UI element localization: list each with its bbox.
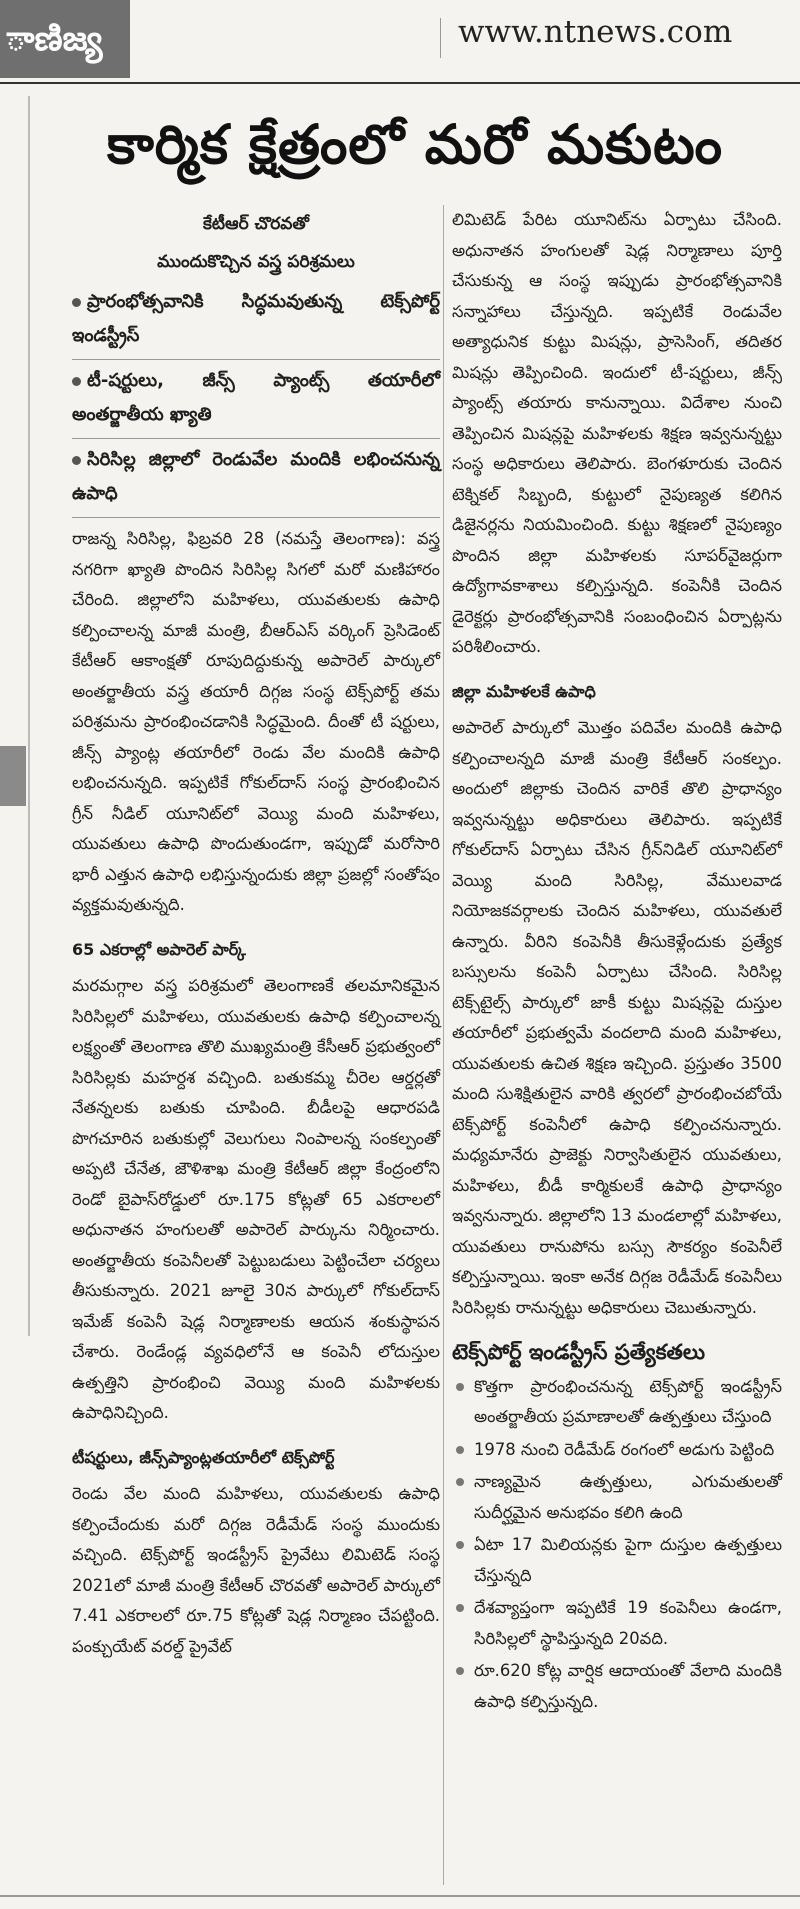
apparel-park-paragraph: మరమగ్గాల వస్త్ర పరిశ్రమలో తెలంగాణకే తలమానికమైన సిరిసిల్లలో మహిళలు, యువతులకు ఉపాధి కల్పించాలన్న లక్ష్యంతో తెలంగాణ తొలి ముఖ్యమంత్రి కేసీఆర్ ప్రభుత్వంలో సిరిసిల్లకు మహర్దశ వచ్చింది. బతుకమ్మ చీరెల ఆర్డర్లతో నేతన్నలకు బతుకు చూపింది. బీడీలపై ఆధారపడి పొగచూరిన బతుకుల్లో వెలుగులు నింపాలన్న సంకల్పంతో అప్పటి చేనేత, జౌళిశాఖ మంత్రి కేటీఆర్ జిల్లా కేంద్రంలోని రెండో బైపాస్‌రోడ్డులో రూ.175 కోట్లతో 65 ఎకరాలలో అధునాతన హంగులతో అపారెల్ పార్కును నిర్మించారు. అంతర్జాతీయ కంపెనీలతో పెట్టుబడులు పెట్టించేలా చర్యలు తీసుకున్నారు. 2021 జూలై 30న పార్కులో గోకుల్‌దాస్ ఇమేజ్ కంపెనీ షెడ్ల నిర్మాణాలకు ఆయన శంకుస్థాపన చేశారు. రెండేండ్ల వ్యవధిలోనే ఆ కంపెనీ లోదుస్తుల ఉత్పత్తిని ప్రారంభించి వెయ్యి మంది మహిళలకు ఉపాధినిచ్చింది.: [72, 976, 440, 1422]
section-tab: ాణిజ్య: [0, 0, 130, 78]
fact-text: రూ.620 కోట్ల వార్షిక ఆదాయంతో వేలాది మందికి ఉపాధి కల్పిస్తున్నది.: [474, 1661, 782, 1711]
previous-article-block: [0, 746, 26, 806]
column-divider: [443, 205, 444, 1885]
site-url[interactable]: www.ntnews.com: [458, 14, 733, 50]
kicker-line-2: ముందుకొచ్చిన వస్త్ర పరిశ్రమలు: [157, 252, 355, 272]
bullet-dot-icon: [456, 1604, 464, 1612]
fact-item: [452, 1435, 782, 1466]
bullet-text: సిరిసిల్ల జిల్లాలో రెండువేల మందికి లభించనున్న ఉపాధి: [72, 449, 440, 504]
intro-paragraph: రాజన్న సిరిసిల్ల, ఫిబ్రవరి 28 (నమస్తే తెలంగాణ): వస్త్ర నగరిగా ఖ్యాతి పొందిన సిరిసిల్ల సిగలో మరో మణిహారం చేరింది. జిల్లాలోని మహిళలు, యువతులకు ఉపాధి కల్పించాలన్న మాజీ మంత్రి, బీఆర్ఎస్ వర్కింగ్ ప్రెసిడెంట్ కేటీఆర్ ఆకాంక్షతో రూపుదిద్దుకున్న అపారెల్ పార్కులో అంతర్జాతీయ వస్త్ర తయారీ దిగ్గజ సంస్థ టెక్స్‌పోర్ట్ తమ పరిశ్రమను ప్రారంభించడానికి సిద్ధమైంది. దీంతో టీ షర్టులు, జీన్స్ ప్యాంట్ల తయారీలో రెండు వేల మందికి ఉపాధి లభించనున్నది. ఇప్పటికే గోకుల్‌దాస్ సంస్థ ప్రారంభించిన గ్రీన్ నీడిల్ యూనిట్‌లో వెయ్యి మంది మహిళలు, యువతులు ఉపాధి పొందుతుండగా, ఇప్పుడో మరోసారి భారీ ఎత్తున ఉపాధి లభిస్తున్నందుకు జిల్లా ప్రజల్లో సంతోషం వ్యక్తమవుతున్నది.: [72, 529, 440, 914]
fact-item: [452, 1530, 782, 1591]
header-divider: [440, 18, 441, 58]
bottom-rule: [0, 1895, 800, 1897]
fact-text: దేశవ్యాప్తంగా ఇప్పటికే 19 కంపెనీలు ఉండగా, సిరిసిల్లలో స్థాపిస్తున్నది 20వది.: [474, 1598, 782, 1648]
district-women-paragraph: అపారెల్ పార్కులో మొత్తం పదివేల మందికి ఉపాధి కల్పించాలన్నది మాజీ మంత్రి కేటీఆర్ సంకల్పం. అందులో జిల్లాకు చెందిన వారికే తొలి ప్రాధాన్యం ఇవ్వనున్నట్టు అధికారులు తెలిపారు. ఇప్పటికే గోకుల్‌దాస్ ఏర్పాటు చేసిన గ్రీన్‌నిడిల్ యూనిట్‌లో వెయ్యి మంది సిరిసిల్ల, వేములవాడ నియోజకవర్గాలకు చెందిన మహిళలు, యువతులే ఉన్నారు. వీరిని కంపెనీకి తీసుకెళ్లేందుకు ప్రత్యేక బస్సులను కంపెనీ ఏర్పాటు చేసింది. సిరిసిల్ల టెక్స్‌టైల్స్ పార్కులో జాకీ కుట్టు మిషన్లపై దుస్తుల తయారీలో ప్రభుత్వమే వందలాది మంది మహిళలు, యువతులకు ఉచిత శిక్షణ ఇచ్చింది. ప్రస్తుతం 3500 మంది సుశిక్షితులైన వారికి త్వరలో ప్రారంభించబోయే టెక్స్‌పోర్ట్ కంపెనీలో ఉపాధి కల్పించనున్నారు. మధ్యమానేరు ప్రాజెక్టు నిర్వాసితులైన యువతులు, మహిళలు, బీడీ కార్మికులకే ఉపాధి ప్రాధాన్యం ఇవ్వనున్నారు. జిల్లాలోని 13 మండలాల్లో మహిళలు, యువతులు రానుపోను బస్సు సౌకర్యం కంపెనీలే కల్పిస్తున్నాయి. ఇంకా అనేక దిగ్గజ రెడీమేడ్ కంపెనీలు సిరిసిల్లకు రానున్నట్టు అధికారులు చెబుతున్నారు.: [452, 718, 782, 1317]
previous-article-strip: [0, 96, 26, 1326]
fact-item: [452, 1372, 782, 1433]
column-rule-left: [28, 96, 30, 1336]
textport-paragraph: రెండు వేల మంది మహిళలు, యువతులకు ఉపాధి కల్పించేందుకు మరో దిగ్గజ రెడీమేడ్ సంస్థ ముందుకు వచ్చింది. టెక్స్‌పోర్ట్ ఇండస్ట్రీస్ ప్రైవేటు లిమిటెడ్ సంస్థ 2021లో మాజీ మంత్రి కేటీఆర్ చొరవతో అపారెల్ పార్కులో 7.41 ఎకరాలలో రూ.75 కోట్లతో షెడ్ల నిర్మాణం చేపట్టింది. పంక్చుయేట్ వరల్డ్ ప్రైవేట్: [72, 1484, 440, 1656]
fact-item: [452, 1593, 782, 1654]
bullet-dot-icon: [456, 1541, 464, 1549]
continued-paragraph: లిమిటెడ్ పేరిట యూనిట్‌ను ఏర్పాటు చేసింది. అధునాతన హంగులతో షెడ్ల నిర్మాణాలు పూర్తి చేసుకున్న ఆ సంస్థ ఇప్పుడు ప్రారంభోత్సవానికి సన్నాహాలు చేస్తున్నది. ఇప్పటికే రెండువేల అత్యాధునిక కుట్టు మిషన్లు, ప్రాసెసింగ్, తదితర మిషన్లు తెప్పించింది. ఇందులో టీ-షర్టులు, జీన్స్ ప్యాంట్స్ తయారు కానున్నాయి. విదేశాల నుంచి తెప్పించిన మిషన్లపై మహిళలకు శిక్షణ ఇవ్వనున్నట్టు సంస్థ అధికారులు తెలిపారు. బెంగళూరుకు చెందిన టెక్నికల్ సిబ్బంది, కుట్టులో నైపుణ్యత కలిగిన డిజైనర్లను నియమించింది. కుట్టు శిక్షణలో నైపుణ్యం పొందిన జిల్లా మహిళలకు సూపర్‌వైజర్లుగా ఉద్యోగావకాశాలు కల్పిస్తున్నది. కంపెనీకి చెందిన డైరెక్టర్లు ప్రారంభోత్సవానికి సంబంధించిన ఏర్పాట్లను పరిశీలించారు.: [452, 210, 782, 656]
fact-text: నాణ్యమైన ఉత్పత్తులు, ఎగుమతులతో సుదీర్ఘమైన అనుభవం కలిగి ఉంది: [474, 1472, 782, 1522]
highlight-bullet: [72, 281, 440, 360]
headline: కార్మిక క్షేత్రంలో మరో మకుటం: [106, 113, 724, 176]
bullet-dot-icon: [72, 298, 81, 307]
left-column: [72, 205, 440, 1662]
bullet-text: టీ-షర్టులు, జీన్స్ ప్యాంట్స్ తయారీలో అంతర్జాతీయ ఖ్యాతి: [72, 370, 440, 425]
kicker-line-1: కేటీఆర్ చొరవతో: [203, 214, 309, 234]
fact-text: కొత్తగా ప్రారంభించనున్న టెక్స్‌పోర్ట్ ఇండస్ట్రీస్ అంతర్జాతీయ ప్రమాణాలతో ఉత్పత్తులు చేస్తుంది: [474, 1376, 782, 1426]
bullet-dot-icon: [456, 1667, 464, 1675]
bullet-dot-icon: [72, 377, 81, 386]
highlight-bullet: [72, 360, 440, 439]
fact-item: [452, 1656, 782, 1717]
subheading-textport: టీషర్టులు, జీన్స్‌ప్యాంట్లతయారీలో టెక్స్‌పోర్ట్: [72, 1447, 335, 1467]
facts-title: టెక్స్‌పోర్ట్ ఇండస్ట్రీస్ ప్రత్యేకతలు: [452, 1340, 706, 1364]
highlight-bullet: [72, 439, 440, 518]
subheading-apparel-park: 65 ఎకరాల్లో అపారెల్ పార్క్: [72, 939, 246, 959]
bullet-dot-icon: [72, 456, 81, 465]
right-column: [452, 205, 782, 1719]
fact-item: [452, 1467, 782, 1528]
fact-text: 1978 నుంచి రెడీమేడ్ రంగంలో అడుగు పెట్టింది: [474, 1439, 775, 1459]
bullet-dot-icon: [456, 1478, 464, 1486]
bullet-dot-icon: [456, 1446, 464, 1454]
top-rule: [0, 82, 800, 84]
bullet-dot-icon: [456, 1383, 464, 1391]
fact-text: ఏటా 17 మిలియన్లకు పైగా దుస్తుల ఉత్పత్తులు చేస్తున్నది: [474, 1535, 782, 1585]
subheading-district-women: జిల్లా మహిళలకే ఉపాధి: [452, 681, 596, 701]
bullet-text: ప్రారంభోత్సవానికి సిద్ధమవుతున్న టెక్స్‌పోర్ట్ ఇండస్ట్రీస్: [72, 291, 440, 346]
